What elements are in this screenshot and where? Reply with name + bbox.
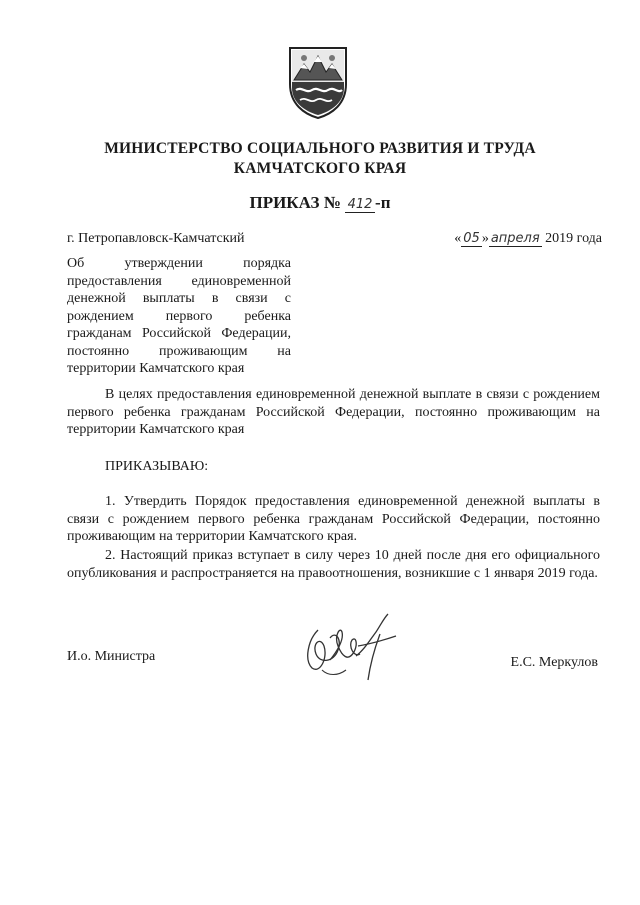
orders-word: ПРИКАЗЫВАЮ: [105,459,209,474]
ministry-name [60,139,580,179]
date-day: 05 [463,231,480,246]
city-of-issue: г. Петропавловск-Камчатский [67,231,245,246]
date-year: 2019 года [545,231,602,246]
signatory-name: Е.С. Меркулов [510,655,598,670]
order-number: 412 [345,198,375,213]
date-quote-close: » [481,231,489,246]
handwritten-signature-icon [298,610,402,688]
order-subject: Об утверждении порядка предоставления единовременной денежной выплаты в связи с рождением первого ребенка гражданам Российской Федерации, постоянно проживающим на территории Камчатского края [67,256,291,376]
order-title [60,192,580,214]
ministry-line-1: МИНИСТЕРСТВО СОЦИАЛЬНОГО РАЗВИТИЯ И ТРУДА [104,140,536,157]
signatory-position: И.о. Министра [67,649,156,664]
preamble-paragraph: В целях предоставления единовременной денежной выплате в связи с рождением первого ребенка гражданам Российской Федерации, постоянно проживающим на территории Камчатского края [67,387,600,437]
order-item-2: 2. Настоящий приказ вступает в силу через 10 дней после дня его официального опубликования и распространяется на правоотношения, возникшие с 1 января 2019 года. [67,548,600,581]
kamchatka-coat-of-arms-icon [284,44,352,120]
date-month: апреля [490,231,540,246]
order-title-prefix: ПРИКАЗ № [249,193,341,212]
order-date [454,230,602,248]
order-item-1: 1. Утвердить Порядок предоставления единовременной денежной выплаты в связи с рождением первого ребенка гражданам Российской Федерации, постоянно проживающим на территории Камчатского края. [67,494,600,544]
date-quote-open: « [454,231,462,246]
ministry-line-2: КАМЧАТСКОГО КРАЯ [233,160,407,177]
order-number-suffix: -п [375,193,391,212]
